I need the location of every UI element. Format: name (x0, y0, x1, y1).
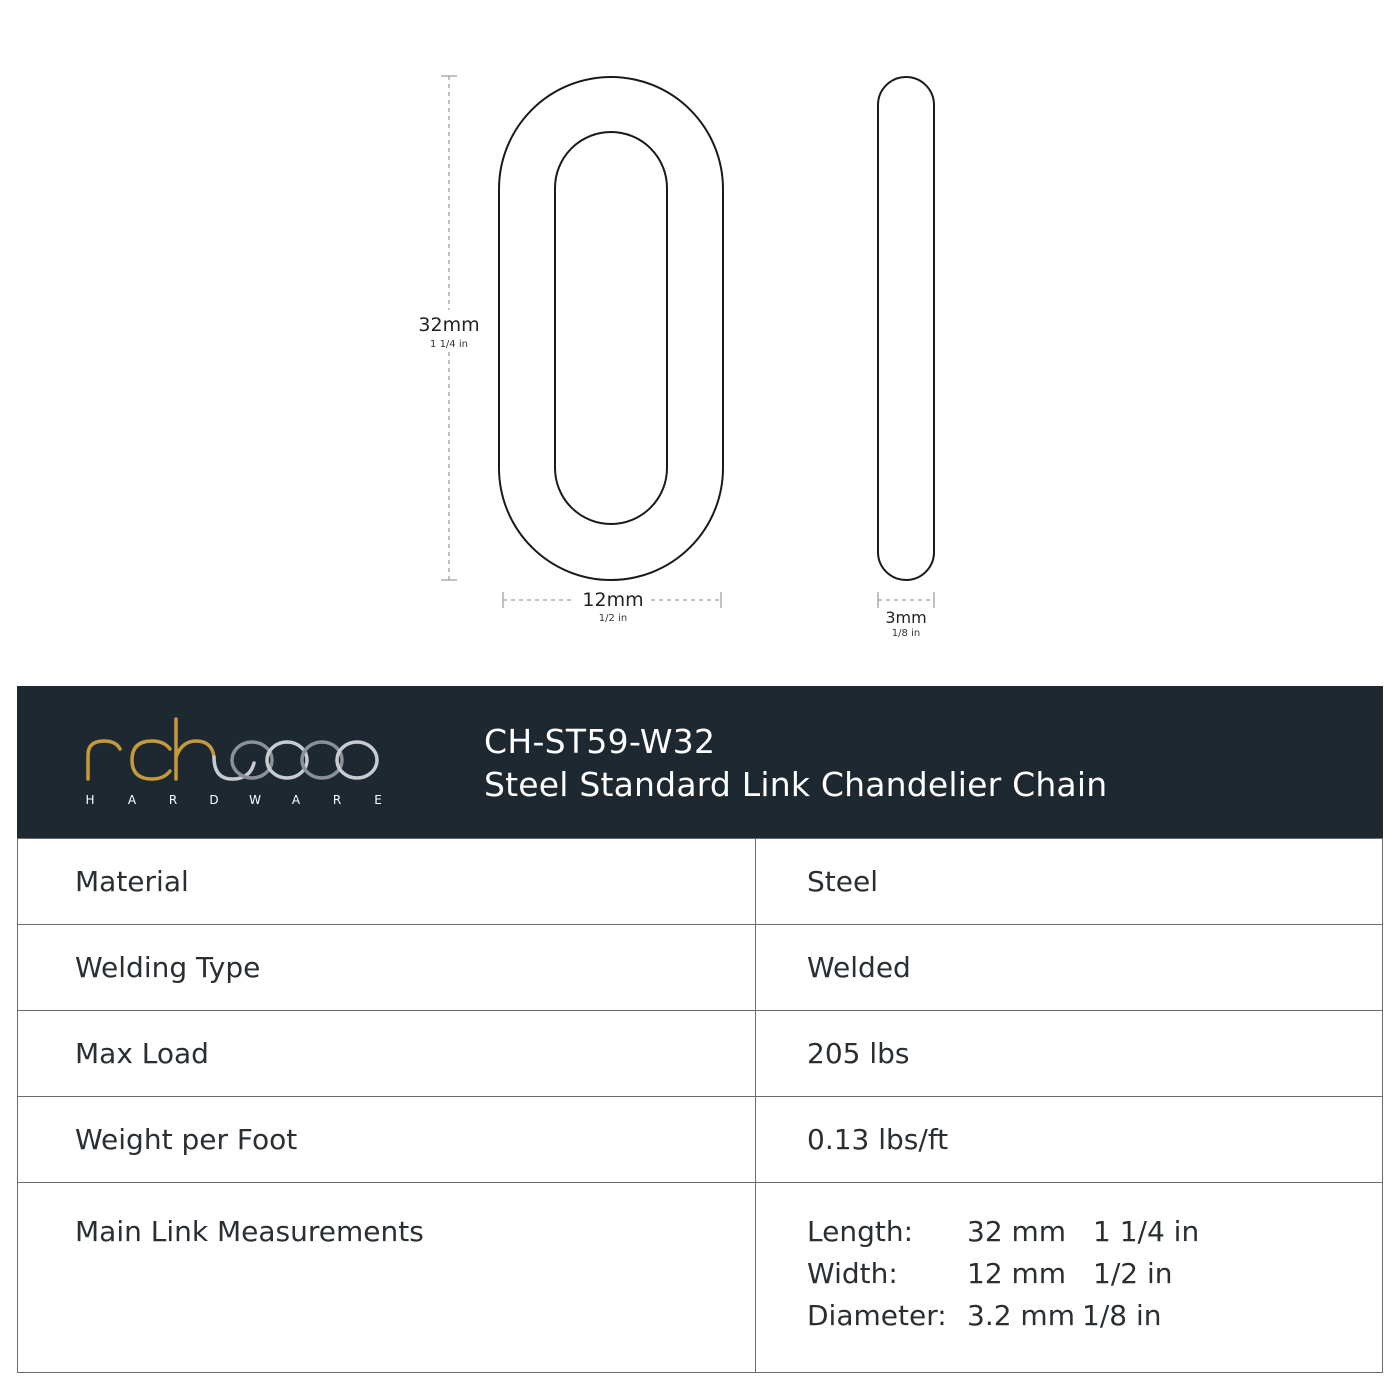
measurement-width (807, 1257, 1382, 1299)
chain-links-mark (214, 742, 377, 779)
link-side-profile (878, 77, 934, 580)
product-name: Steel Standard Link Chandelier Chain (484, 765, 1108, 804)
spec-label: Welding Type (18, 925, 756, 1011)
measurement-mm: 12 mm (967, 1257, 1067, 1290)
spec-label: Main Link Measurements (18, 1183, 756, 1373)
svg-text:D: D (209, 793, 219, 807)
svg-text:R: R (168, 793, 178, 807)
spec-value: 205 lbs (756, 1011, 1383, 1097)
measurement-key: Length: (807, 1215, 914, 1248)
spec-label: Material (18, 839, 756, 925)
wire-dimension (878, 592, 934, 608)
spec-label: Max Load (18, 1011, 756, 1097)
wire-in-label: 1/8 in (891, 628, 921, 639)
brand-tagline (85, 793, 381, 807)
table-row (18, 925, 1383, 1011)
wire-mm-label: 3mm (885, 608, 927, 627)
svg-text:A: A (127, 793, 137, 807)
svg-text:H: H (85, 793, 95, 807)
table-row (18, 1097, 1383, 1183)
table-row (18, 839, 1383, 925)
spec-value: Welded (756, 925, 1383, 1011)
spec-value: Steel (756, 839, 1383, 925)
measurement-key: Diameter: (807, 1299, 947, 1332)
product-code: CH-ST59-W32 (484, 722, 716, 761)
spec-value: 0.13 lbs/ft (756, 1097, 1383, 1183)
width-in-label: 1/2 in (598, 613, 628, 624)
measurement-key: Width: (807, 1257, 898, 1290)
measurement-mm: 32 mm (967, 1215, 1067, 1248)
length-mm-label: 32mm (418, 314, 480, 336)
link-outline-outer (499, 77, 723, 580)
measurement-diameter (807, 1299, 1382, 1341)
spec-label: Weight per Foot (18, 1097, 756, 1183)
width-mm-label: 12mm (582, 589, 644, 611)
length-in-label: 1 1/4 in (430, 339, 468, 350)
measurement-mm: 3.2 mm (967, 1299, 1075, 1332)
svg-text:A: A (291, 793, 301, 807)
svg-text:W: W (249, 793, 261, 807)
product-header (17, 686, 1383, 838)
chain-link-diagram (0, 0, 1400, 680)
measurements-value (756, 1183, 1383, 1373)
measurement-length (807, 1215, 1382, 1257)
measurement-in: 1/8 in (1082, 1299, 1162, 1332)
table-row (18, 1183, 1383, 1373)
measurement-in: 1 1/4 in (1093, 1215, 1200, 1248)
svg-text:R: R (332, 793, 342, 807)
table-row (18, 1011, 1383, 1097)
link-outline-inner (555, 132, 667, 524)
svg-text:E: E (374, 793, 382, 807)
brand-logo (82, 711, 392, 811)
spec-table (17, 838, 1383, 1373)
brand-letters-mark (88, 719, 214, 779)
measurement-in: 1/2 in (1093, 1257, 1173, 1290)
